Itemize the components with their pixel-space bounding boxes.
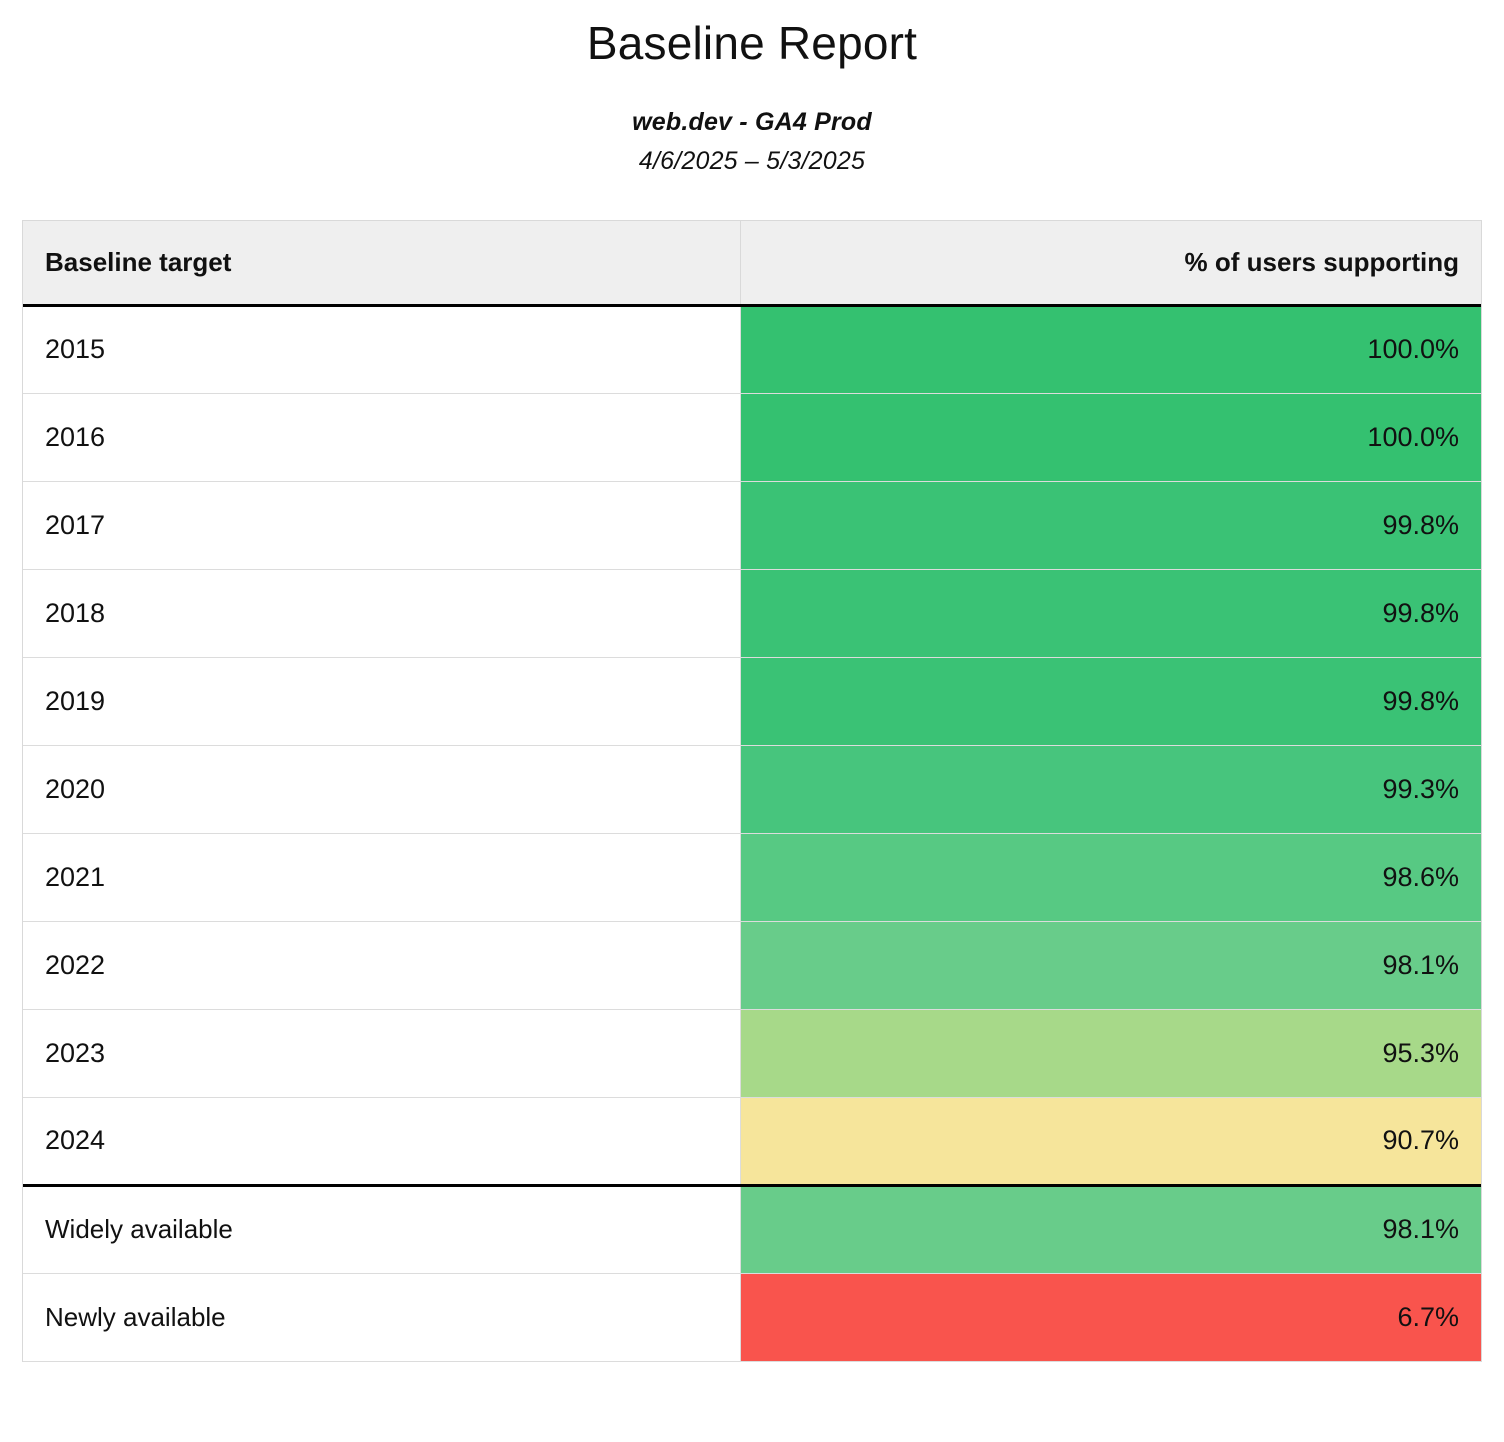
table-row [23,833,1481,921]
page-title: Baseline Report [586,17,918,69]
report-source-label: web.dev - GA4 Prod [632,108,872,136]
table-row [23,393,1481,481]
table-header [23,221,1481,305]
report-date-range: 4/6/2025 – 5/3/2025 [638,147,866,175]
row-value: 90.7% [740,1097,1481,1185]
row-label: 2021 [23,833,740,921]
row-label: 2023 [23,1009,740,1097]
baseline-report-table [23,221,1481,1362]
column-header-baseline-target: Baseline target [23,221,740,305]
report-subtitle-block [0,108,1504,176]
baseline-report-page [0,16,1504,1442]
table-row [23,481,1481,569]
row-value: 95.3% [740,1009,1481,1097]
row-label: 2019 [23,657,740,745]
table-row [23,305,1481,393]
row-label: 2016 [23,393,740,481]
table-row [23,657,1481,745]
row-value: 99.8% [740,657,1481,745]
row-value: 6.7% [740,1273,1481,1361]
row-value: 98.1% [740,1185,1481,1273]
row-value: 99.3% [740,745,1481,833]
table-row [23,1009,1481,1097]
row-label: Widely available [23,1185,740,1273]
row-value: 100.0% [740,305,1481,393]
row-label: 2024 [23,1097,740,1185]
row-label: 2018 [23,569,740,657]
row-value: 99.8% [740,481,1481,569]
row-label: 2020 [23,745,740,833]
row-value: 100.0% [740,393,1481,481]
table-header-row [23,221,1481,305]
table-row [23,745,1481,833]
row-label: Newly available [23,1273,740,1361]
row-value: 98.6% [740,833,1481,921]
row-value: 98.1% [740,921,1481,1009]
column-header-percent-users: % of users supporting [740,221,1481,305]
table-row [23,1273,1481,1361]
row-label: 2017 [23,481,740,569]
table-body [23,305,1481,1361]
table-row [23,569,1481,657]
table-row [23,1097,1481,1185]
table-row [23,1185,1481,1273]
row-label: 2015 [23,305,740,393]
report-table-container [22,220,1482,1362]
row-value: 99.8% [740,569,1481,657]
row-label: 2022 [23,921,740,1009]
table-row [23,921,1481,1009]
